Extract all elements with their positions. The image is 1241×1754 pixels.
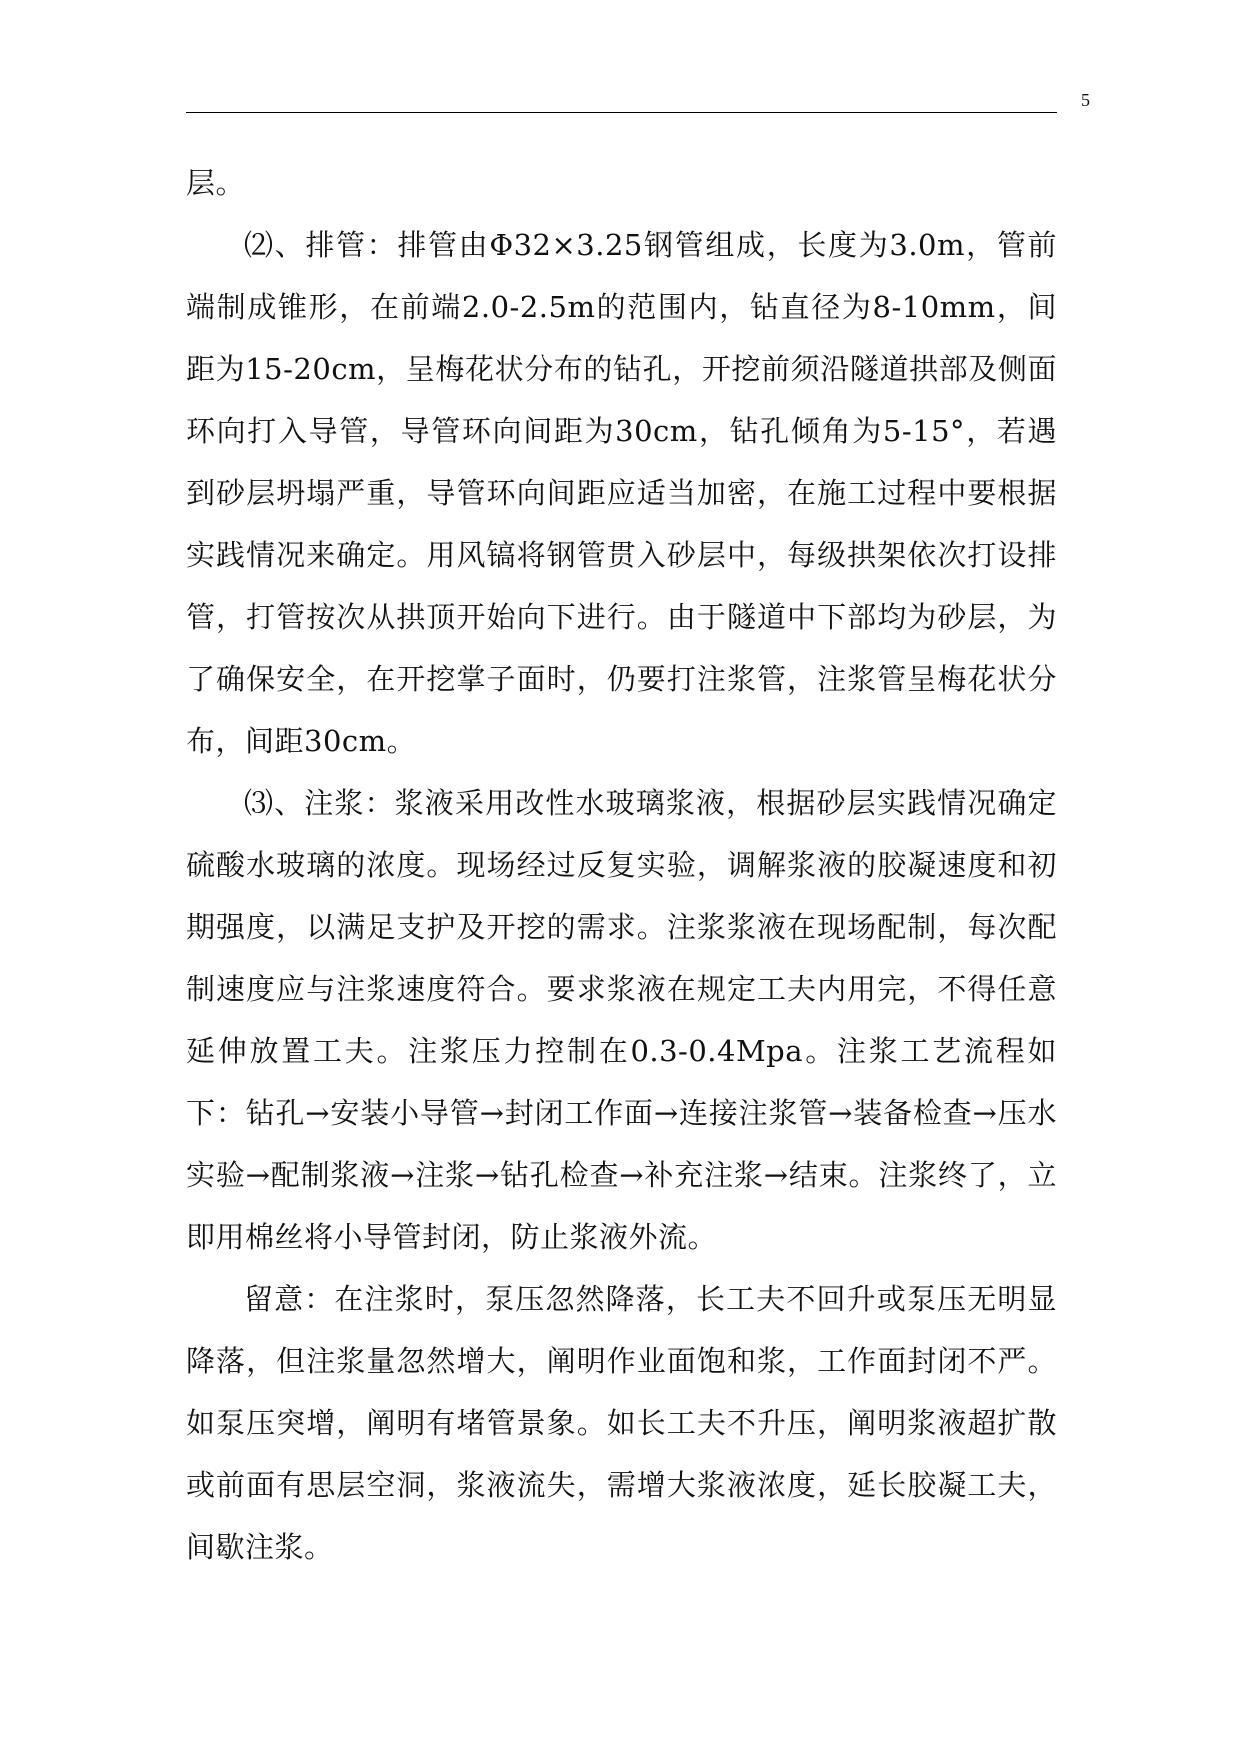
page-number: 5 — [1081, 90, 1090, 110]
paragraph-continuation: 层。 — [186, 166, 246, 200]
paragraph-pipe-arrangement: ⑵、排管：排管由Φ32×3.25钢管组成，长度为3.0m，管前端制成锥形，在前端2.0-2.5m的范围内，钻直径为8-10mm，间距为15-20cm，呈梅花状分布的钻孔，开挖前须沿隧道拱部及侧面环向打入导管，导管环向间距为30cm，钻孔倾角为5-15°，若遇到砂层坍塌严重，导管环向间距应适当加密，在施工过程中要根据实践情况来确定。用风镐将钢管贯入砂层中，每级拱架依次打设排管，打管按次从拱顶开始向下进行。由于隧道中下部均为砂层，为了确保安全，在开挖掌子面时，仍要打注浆管，注浆管呈梅花状分布，间距30cm。 — [186, 228, 1057, 758]
paragraph-grouting: ⑶、注浆：浆液采用改性水玻璃浆液，根据砂层实践情况确定硫酸水玻璃的浓度。现场经过反复实验，调解浆液的胶凝速度和初期强度，以满足支护及开挖的需求。注浆浆液在现场配制，每次配制速度应与注浆速度符合。要求浆液在规定工夫内用完，不得任意延伸放置工夫。注浆压力控制在0.3-0.4Mpa。注浆工艺流程如下：钻孔→安装小导管→封闭工作面→连接注浆管→装备检查→压水实验→配制浆液→注浆→钻孔检查→补充注浆→结束。注浆终了，立即用棉丝将小导管封闭，防止浆液外流。 — [186, 786, 1057, 1254]
document-body — [186, 152, 1057, 1578]
header-rule — [186, 112, 1057, 113]
paragraph-attention: 留意：在注浆时，泵压忽然降落，长工夫不回升或泵压无明显降落，但注浆量忽然增大，阐明作业面饱和浆，工作面封闭不严。如泵压突增，阐明有堵管景象。如长工夫不升压，阐明浆液超扩散或前面有思层空洞，浆液流失，需增大浆液浓度，延长胶凝工夫，间歇注浆。 — [186, 1282, 1057, 1564]
